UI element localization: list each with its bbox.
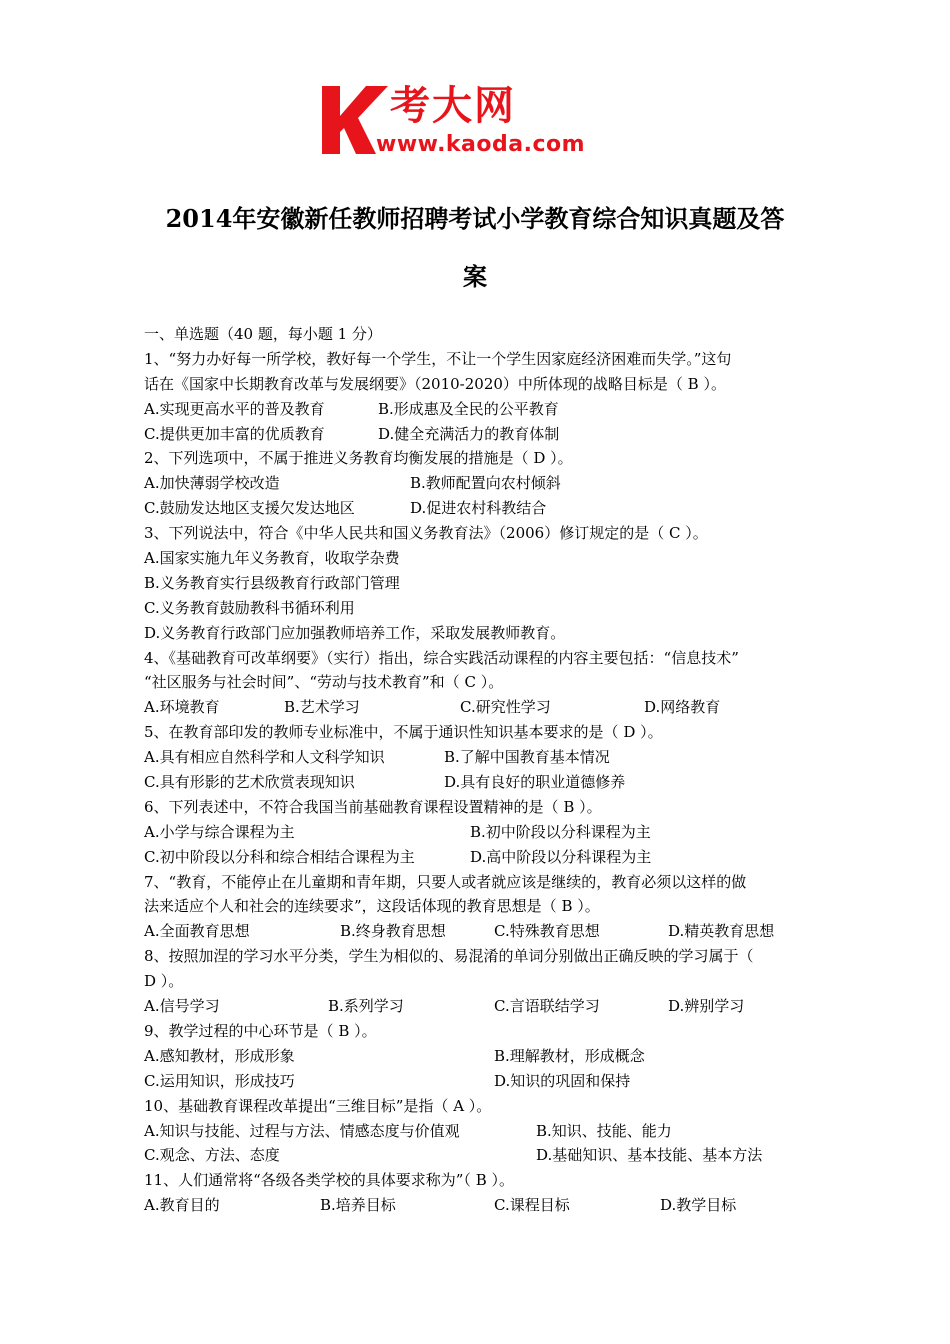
text-line: 1、“努力办好每一所学校，教好每一个学生，不让一个学生因家庭经济困难而失学。”这句 bbox=[144, 349, 732, 368]
option-row bbox=[144, 471, 814, 496]
answer-option: A.具有相应自然科学和人文科学知识 bbox=[144, 748, 385, 767]
text-line: 法来适应个人和社会的连续要求”，这段话体现的教育思想是（ B ）。 bbox=[144, 897, 600, 916]
answer-option: D.网络教育 bbox=[644, 698, 721, 717]
answer-option: C.鼓励发达地区支援欠发达地区 bbox=[144, 499, 355, 518]
option-row bbox=[144, 845, 814, 870]
title-line-2: 案 bbox=[463, 262, 487, 291]
answer-option: C.运用知识，形成技巧 bbox=[144, 1071, 295, 1090]
text-line: 4、《基础教育可改革纲要》（实行）指出，综合实践活动课程的内容主要包括：“信息技术” bbox=[144, 648, 739, 667]
answer-option: C.课程目标 bbox=[494, 1196, 570, 1215]
answer-option: B.系列学习 bbox=[328, 997, 404, 1016]
answer-option: D.辨别学习 bbox=[668, 997, 745, 1016]
answer-option: D.高中阶段以分科课程为主 bbox=[470, 847, 652, 866]
answer-option: B.艺术学习 bbox=[284, 698, 360, 717]
answer-option: C.提供更加丰富的优质教育 bbox=[144, 424, 325, 443]
option-row bbox=[144, 994, 814, 1019]
option-row bbox=[144, 397, 814, 422]
text-line: 8、按照加涅的学习水平分类，学生为相似的、易混淆的单词分别做出正确反映的学习属于（ bbox=[144, 947, 754, 966]
option-row bbox=[144, 820, 814, 845]
text-line: A.国家实施九年义务教育，收取学杂费 bbox=[144, 549, 400, 568]
answer-option: C.研究性学习 bbox=[460, 698, 551, 717]
answer-option: C.言语联结学习 bbox=[494, 997, 600, 1016]
answer-option: B.形成惠及全民的公平教育 bbox=[378, 399, 559, 418]
text-line: B.义务教育实行县级教育行政部门管理 bbox=[144, 573, 400, 592]
text-line: 3、下列说法中，符合《中华人民共和国义务教育法》（2006）修订规定的是（ C ）。 bbox=[144, 524, 708, 543]
option-row bbox=[144, 695, 814, 720]
option-row bbox=[144, 919, 814, 944]
option-row bbox=[144, 1143, 814, 1168]
answer-option: D.促进农村科教结合 bbox=[410, 499, 547, 518]
question-list bbox=[144, 322, 814, 1218]
text-line: “社区服务与社会时间”、“劳动与技术教育”和（ C ）。 bbox=[144, 673, 504, 692]
answer-option: A.实现更高水平的普及教育 bbox=[144, 399, 325, 418]
answer-option: B.了解中国教育基本情况 bbox=[444, 748, 610, 767]
option-row bbox=[144, 1119, 814, 1144]
answer-option: A.加快薄弱学校改造 bbox=[144, 474, 280, 493]
answer-option: B.知识、技能、能力 bbox=[536, 1121, 672, 1140]
answer-option: A.教育目的 bbox=[144, 1196, 220, 1215]
answer-option: A.环境教育 bbox=[144, 698, 220, 717]
text-line: 2、下列选项中，不属于推进义务教育均衡发展的措施是（ D ）。 bbox=[144, 449, 573, 468]
answer-option: A.全面教育思想 bbox=[144, 922, 250, 941]
option-row bbox=[144, 1193, 814, 1218]
answer-option: C.观念、方法、态度 bbox=[144, 1146, 280, 1165]
option-row bbox=[144, 1044, 814, 1069]
option-row bbox=[144, 496, 814, 521]
answer-option: A.信号学习 bbox=[144, 997, 220, 1016]
logo-url: www.kaoda.com bbox=[376, 132, 586, 157]
option-row bbox=[144, 770, 814, 795]
text-line: D ）。 bbox=[144, 972, 184, 991]
text-line: 5、在教育部印发的教师专业标准中，不属于通识性知识基本要求的是（ D ）。 bbox=[144, 723, 663, 742]
answer-option: D.教学目标 bbox=[660, 1196, 737, 1215]
answer-option: C.特殊教育思想 bbox=[494, 922, 600, 941]
answer-option: C.具有形影的艺术欣赏表现知识 bbox=[144, 773, 355, 792]
option-row bbox=[144, 1069, 814, 1094]
answer-option: B.理解教材，形成概念 bbox=[494, 1046, 645, 1065]
answer-option: B.培养目标 bbox=[320, 1196, 396, 1215]
text-line: 话在《国家中长期教育改革与发展纲要》（2010-2020）中所体现的战略目标是（ B ）。 bbox=[144, 374, 726, 393]
answer-option: C.初中阶段以分科和综合相结合课程为主 bbox=[144, 847, 415, 866]
text-line: D.义务教育行政部门应加强教师培养工作，采取发展教师教育。 bbox=[144, 623, 566, 642]
logo-name: 考大网 bbox=[390, 83, 516, 129]
answer-option: A.知识与技能、过程与方法、情感态度与价值观 bbox=[144, 1121, 460, 1140]
answer-option: A.小学与综合课程为主 bbox=[144, 822, 295, 841]
answer-option: D.健全充满活力的教育体制 bbox=[378, 424, 560, 443]
text-line: 7、“教育，不能停止在儿童期和青年期，只要人或者就应该是继续的，教育必须以这样的做 bbox=[144, 872, 747, 891]
answer-option: D.具有良好的职业道德修养 bbox=[444, 773, 626, 792]
text-line: 11、人们通常将“各级各类学校的具体要求称为”（ B ）。 bbox=[144, 1171, 514, 1190]
option-row bbox=[144, 422, 814, 447]
answer-option: B.教师配置向农村倾斜 bbox=[410, 474, 561, 493]
answer-option: A.感知教材，形成形象 bbox=[144, 1046, 295, 1065]
answer-option: D.精英教育思想 bbox=[668, 922, 775, 941]
text-line: C.义务教育鼓励教科书循环利用 bbox=[144, 598, 355, 617]
text-line: 6、下列表述中，不符合我国当前基础教育课程设置精神的是（ B ）。 bbox=[144, 797, 602, 816]
answer-option: B.终身教育思想 bbox=[340, 922, 446, 941]
text-line: 9、教学过程的中心环节是（ B ）。 bbox=[144, 1021, 377, 1040]
kaoda-logo bbox=[318, 80, 638, 160]
text-line: 一、单选题（40 题，每小题 1 分） bbox=[144, 325, 382, 343]
text-line: 10、基础教育课程改革提出“三维目标”是指（ A ）。 bbox=[144, 1096, 492, 1115]
answer-option: B.初中阶段以分科课程为主 bbox=[470, 822, 651, 841]
answer-option: D.知识的巩固和保持 bbox=[494, 1071, 631, 1090]
title-line-1: 2014年安徽新任教师招聘考试小学教育综合知识真题及答 bbox=[165, 204, 785, 233]
answer-option: D.基础知识、基本技能、基本方法 bbox=[536, 1146, 763, 1165]
page-title bbox=[140, 190, 810, 306]
option-row bbox=[144, 745, 814, 770]
